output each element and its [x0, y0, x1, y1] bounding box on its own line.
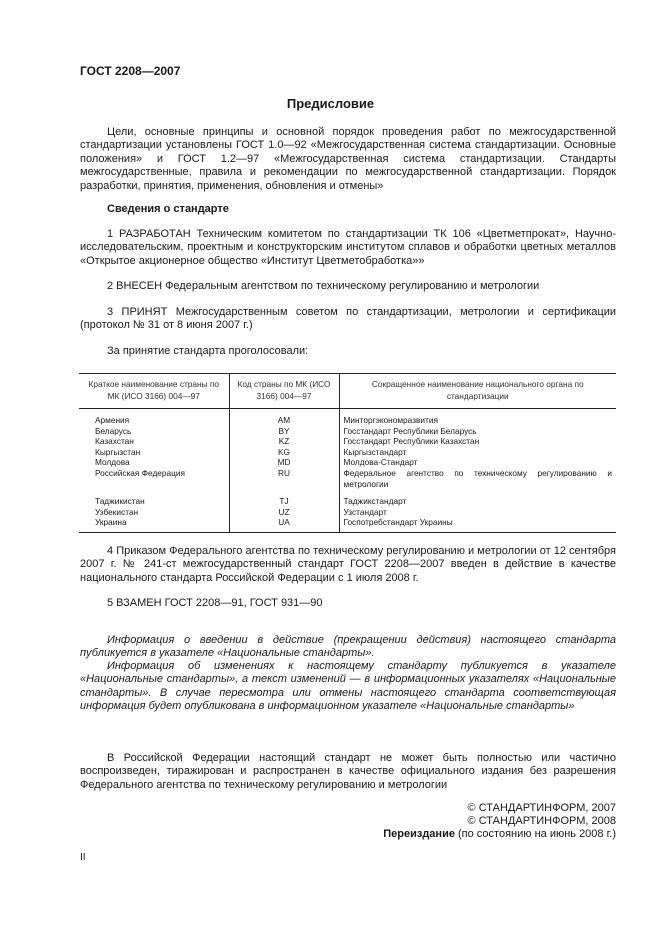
cell-org: Кыргызстандарт	[339, 447, 616, 458]
cell-country: Казахстан	[95, 436, 134, 447]
reproduction-notice: В Российской Федерации настоящий стандарт не может быть полностью или частично воспроизведен, тиражирован и распространен в качестве официального издания без разрешения Федерального агентства по техническому регулированию и метрологии	[80, 752, 616, 791]
intro-paragraph: Цели, основные принципы и основной порядок проведения работ по межгосударственной стандартизации установлены ГОСТ 1.0—92 «Межгосударственная система стандартизации. Основные положения» и ГОСТ 1.2—97 «Межгосударственная система стандартизации. Стандарты межгосударственные, правила и рекомендации по межгосударственной стандартизации. Порядок разработки, принятия, применения, обновления и отмены»	[80, 126, 616, 192]
cell-code: UZ	[229, 507, 339, 518]
reissue-line	[383, 828, 616, 840]
item-1-paragraph: 1 РАЗРАБОТАН Техническим комитетом по стандартизации ТК 106 «Цветметпрокат», Научно-исследовательским, проектным и конструкторским институтом сплавов и обработки цветных металлов «Открытое акционерное общество «Институт Цветметобработка»»	[80, 228, 616, 267]
cell-code: AM	[229, 409, 339, 426]
header-code: Код страны по МК (ИСО 3166) 004—97	[229, 374, 339, 409]
table-row	[79, 517, 616, 532]
cell-country: Российская Федерация	[95, 467, 186, 478]
reissue-label: Переиздание	[383, 828, 455, 840]
cell-country: Таджикистан	[95, 496, 145, 507]
item-5-paragraph: 5 ВЗАМЕН ГОСТ 2208—91, ГОСТ 931—90	[107, 597, 323, 609]
copyright-2007: © СТАНДАРТИНФОРМ, 2007	[467, 802, 616, 814]
table-row	[79, 409, 616, 426]
item-3-paragraph: 3 ПРИНЯТ Межгосударственным советом по стандартизации, метрологии и сертификации (протокол № 31 от 8 июня 2007 г.)	[80, 306, 616, 332]
table-row	[79, 426, 616, 437]
copyright-2008: © СТАНДАРТИНФОРМ, 2008	[467, 815, 616, 827]
cell-org: Узстандарт	[339, 507, 616, 518]
cell-org: Госпотребстандарт Украины	[339, 517, 616, 532]
notice-introduction: Информация о введении в действие (прекращении действия) настоящего стандарта публикуется в указателе «Национальные стандарты».	[80, 634, 616, 660]
cell-country: Армения	[95, 415, 130, 425]
voting-table	[79, 373, 616, 533]
table-header-row	[79, 374, 616, 409]
cell-code: KG	[229, 447, 339, 458]
info-heading: Сведения о стандарте	[107, 203, 229, 215]
cell-org: Молдова-Стандарт	[339, 457, 616, 468]
cell-country: Беларусь	[95, 425, 132, 436]
cell-code: RU	[229, 468, 339, 489]
item-2-paragraph: 2 ВНЕСЕН Федеральным агентством по техническому регулированию и метрологии	[107, 280, 540, 292]
cell-country: Украина	[79, 517, 229, 532]
cell-code: UA	[229, 517, 339, 532]
table-row	[79, 489, 616, 507]
page-title: Предисловие	[286, 96, 375, 111]
cell-org: Госстандарт Республики Казахстан	[339, 436, 616, 447]
cell-code: TJ	[229, 489, 339, 507]
cell-org: Минторгэкономразвития	[339, 409, 616, 426]
header-country: Краткое наименование страны по МК (ИСО 3166) 004—97	[79, 374, 229, 409]
table-row	[79, 457, 616, 468]
cell-code: BY	[229, 426, 339, 437]
cell-country: Молдова	[95, 457, 130, 468]
cell-code: MD	[229, 457, 339, 468]
page-number: II	[80, 852, 86, 863]
header-org: Сокращенное наименование национального органа по стандартизации	[339, 374, 616, 409]
cell-org: Федеральное агентство по техническому регулированию и метрологии	[339, 468, 616, 489]
cell-org: Таджикстандарт	[339, 489, 616, 507]
table-row	[79, 436, 616, 447]
document-code-header: ГОСТ 2208—2007	[80, 64, 181, 78]
cell-code: KZ	[229, 436, 339, 447]
item-4-paragraph: 4 Приказом Федерального агентства по техническому регулированию и метрологии от 12 сентября 2007 г. № 241-ст межгосударственный стандарт ГОСТ 2208—2007 введен в действие в качестве национального стандарта Российской Федерации с 1 июля 2008 г.	[80, 545, 616, 584]
notice-changes: Информация об изменениях к настоящему стандарту публикуется в указателе «Национальные стандарты», а текст изменений — в информационных указателях «Национальные стандарты». В случае пересмотра или отмены настоящего стандарта соответствующая информация будет опубликована в информационном указателе «Национальные стандарты»	[80, 660, 616, 713]
cell-org: Госстандарт Республики Беларусь	[339, 426, 616, 437]
reissue-note: (по состоянию на июнь 2008 г.)	[458, 828, 616, 840]
table-row	[79, 468, 616, 489]
voted-label: За принятие стандарта проголосовали:	[107, 345, 309, 357]
table-row	[79, 507, 616, 518]
table-row	[79, 447, 616, 458]
cell-country: Кыргызстан	[95, 446, 141, 457]
cell-country: Узбекистан	[95, 506, 139, 517]
